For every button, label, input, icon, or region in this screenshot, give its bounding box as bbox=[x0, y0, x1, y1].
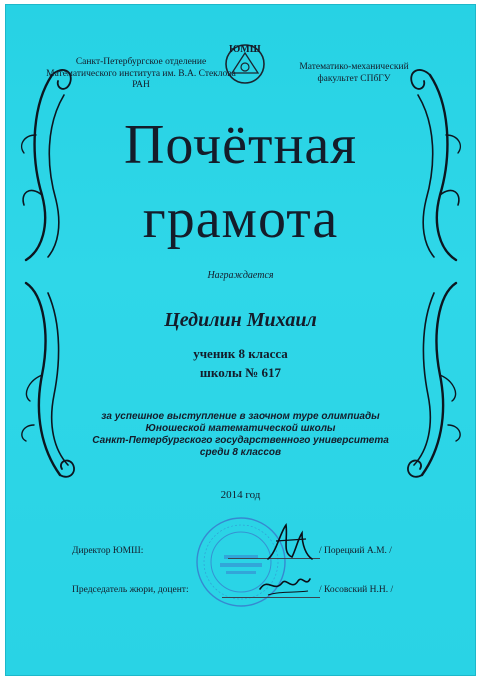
recipient-school: школы № 617 bbox=[199, 365, 282, 380]
organization-left: Санкт-Петербургское отделение Математического института им. В.А. Стеклова РАН bbox=[46, 57, 236, 90]
title-line-2: грамота bbox=[142, 188, 339, 250]
award-year: 2014 год bbox=[220, 489, 261, 501]
title-line-1: Почётная bbox=[123, 114, 358, 176]
jury-signature bbox=[258, 567, 312, 599]
reason-line-3: Санкт-Петербургского государственного университета bbox=[92, 435, 389, 446]
director-signature bbox=[262, 519, 314, 565]
jury-chair-name: / Косовский Н.Н. / bbox=[319, 585, 394, 595]
director-name: / Порецкий А.М. / bbox=[319, 546, 392, 556]
organization-right: Математико-механический факультет СПбГУ bbox=[299, 62, 409, 84]
jury-chair-role: Председатель жюри, доцент: bbox=[72, 585, 189, 595]
director-role: Директор ЮМШ: bbox=[72, 546, 144, 556]
reason-line-4: среди 8 классов bbox=[199, 447, 282, 458]
logo-text: ЮМШ bbox=[229, 44, 261, 55]
recipient-grade: ученик 8 класса bbox=[193, 346, 288, 361]
certificate-paper bbox=[5, 4, 476, 676]
awarded-label: Награждается bbox=[207, 270, 274, 281]
reason-line-1: за успешное выступление в заочном туре олимпиады bbox=[101, 411, 380, 422]
recipient-name: Цедилин Михаил bbox=[164, 309, 317, 331]
reason-line-2: Юношеской математической школы bbox=[145, 423, 336, 434]
